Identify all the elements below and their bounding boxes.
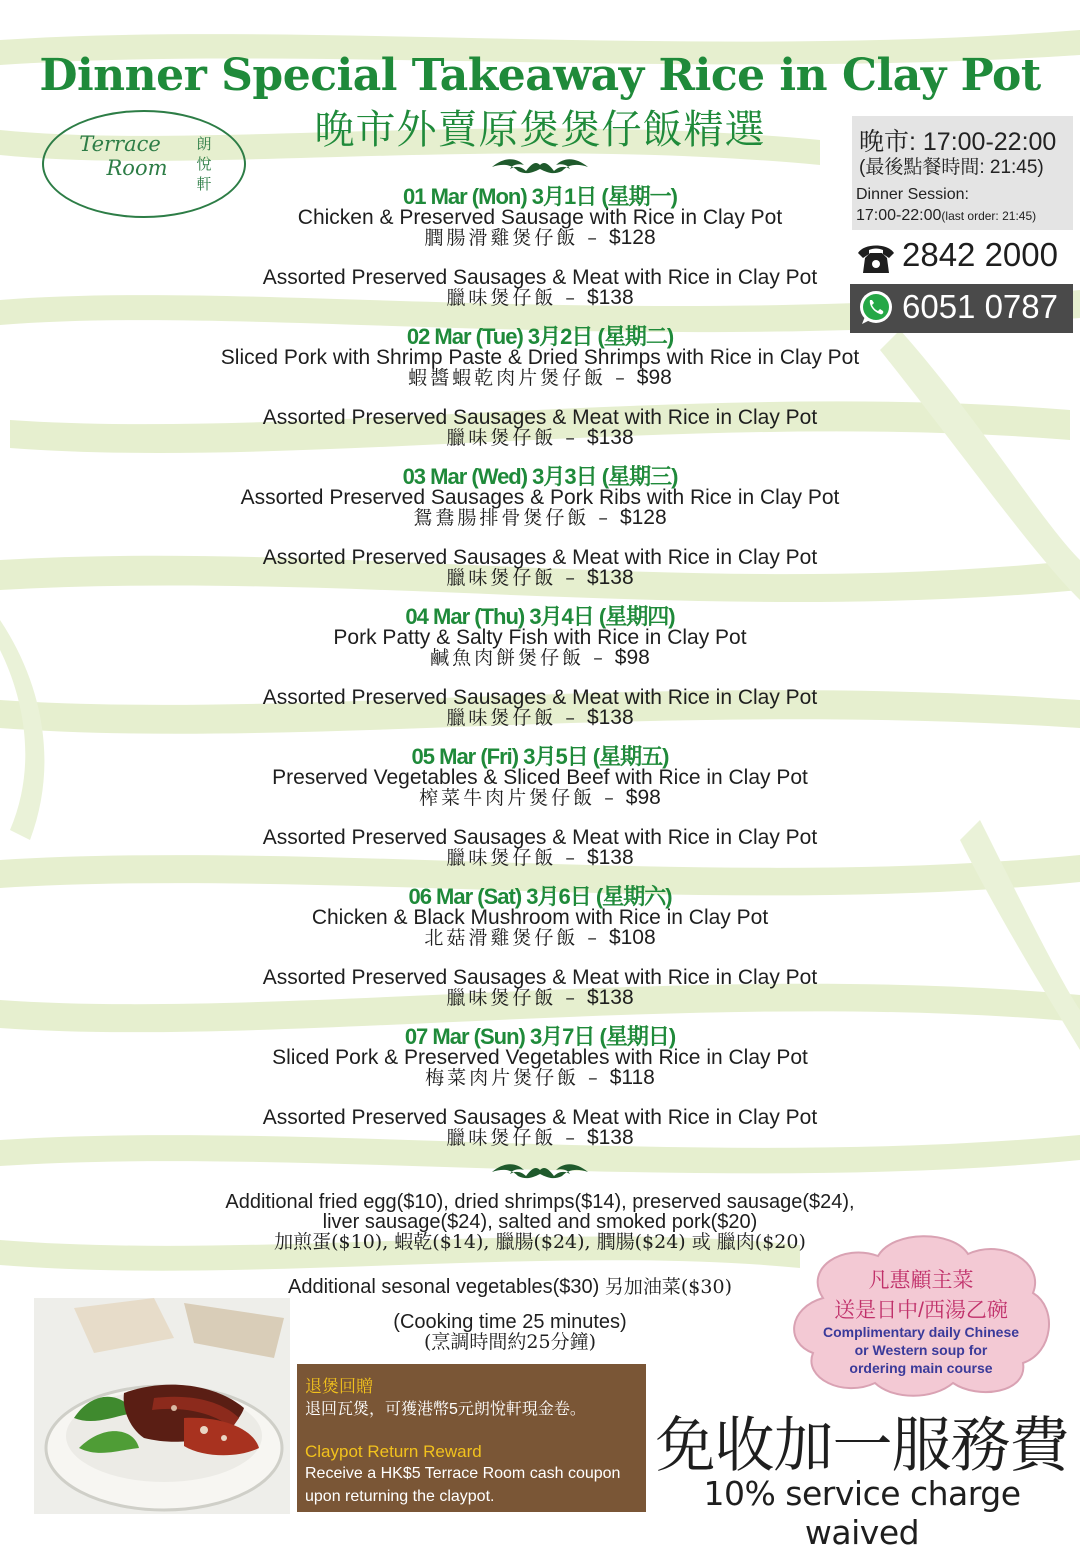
dish-spacer <box>0 808 1080 828</box>
claypot-photo <box>34 1298 290 1514</box>
menu-day <box>0 326 1080 466</box>
promo-zh-line2: 送是日中/西湯乙碗 <box>834 1299 1008 1322</box>
dish-name-zh <box>0 1128 1080 1148</box>
phone-number[interactable]: 2842 2000 <box>902 236 1058 273</box>
dish-name-zh <box>0 228 1080 248</box>
menu-day <box>0 186 1080 326</box>
dish-name-en: Sliced Pork with Shrimp Paste & Dried Shrimps with Rice in Clay Pot <box>220 346 860 369</box>
dish-name-zh <box>0 428 1080 448</box>
menu-dish <box>0 548 1080 588</box>
claypot-rice-image <box>34 1298 290 1514</box>
dish-name-zh-text: 鴛鴦腸排骨煲仔飯 – <box>413 507 611 529</box>
logo-name-line2: Room <box>106 156 168 180</box>
veg-zh: 另加油菜($30) <box>604 1276 732 1298</box>
logo-char: 朗 <box>196 135 212 153</box>
dish-name-en: Sliced Pork & Preserved Vegetables with Rice in Clay Pot <box>272 1046 808 1069</box>
dish-name-en: Chicken & Black Mushroom with Rice in Clay Pot <box>311 906 769 929</box>
dish-price: $118 <box>609 1066 655 1089</box>
dish-spacer <box>0 388 1080 408</box>
extras-zh-line: 加煎蛋($10), 蝦乾($14), 臘腸($24), 膶腸($24) 或 臘肉($20) <box>274 1231 806 1253</box>
dish-name-en: Assorted Preserved Sausages & Meat with Rice in Clay Pot <box>262 966 818 989</box>
reward-text-zh: 退回瓦煲，可獲港幣5元朗悅軒現金卷。 <box>305 1401 586 1418</box>
logo-char: 悅 <box>196 155 212 173</box>
dish-name-en: Assorted Preserved Sausages & Meat with Rice in Clay Pot <box>262 546 818 569</box>
dish-spacer <box>0 948 1080 968</box>
dish-name-zh <box>0 708 1080 728</box>
dish-name-en: Preserved Vegetables & Sliced Beef with Rice in Clay Pot <box>272 766 808 789</box>
dish-price: $128 <box>608 226 656 249</box>
dish-name-zh-text: 梅菜肉片煲仔飯 – <box>425 1067 601 1089</box>
dish-price: $138 <box>586 426 634 449</box>
dish-name-zh <box>0 288 1080 308</box>
menu-dish <box>0 688 1080 728</box>
menu-day-date: 03 Mar (Wed) 3月3日 (星期三) <box>402 464 678 489</box>
page-title-zh: 晚市外賣原煲煲仔飯精選 <box>314 107 766 153</box>
ornament-bottom <box>0 1160 1080 1185</box>
promo-en-line3: ordering main course <box>849 1360 993 1376</box>
menu-list <box>0 186 1080 1166</box>
menu-day <box>0 466 1080 606</box>
menu-dish <box>0 268 1080 308</box>
menu-day <box>0 606 1080 746</box>
page-title-en: Dinner Special Takeaway Rice in Clay Pot <box>39 50 1041 101</box>
dish-name-en: Chicken & Preserved Sausage with Rice in Clay Pot <box>297 206 783 229</box>
whatsapp-number[interactable]: 6051 0787 <box>902 288 1058 325</box>
hours-en-range: 17:00-22:00 <box>856 207 942 224</box>
logo-char: 軒 <box>196 175 212 193</box>
dish-name-zh-text: 臘味煲仔飯 – <box>446 427 578 449</box>
dish-price: $138 <box>586 286 634 309</box>
soup-promo-cloud <box>783 1228 1059 1400</box>
dish-name-zh-text: 臘味煲仔飯 – <box>446 847 578 869</box>
dish-name-zh <box>0 788 1080 808</box>
dish-name-en: Assorted Preserved Sausages & Pork Ribs with Rice in Clay Pot <box>240 486 840 509</box>
dish-name-zh-text: 臘味煲仔飯 – <box>446 1127 578 1149</box>
menu-dish <box>0 828 1080 868</box>
dish-name-zh <box>0 1068 1080 1088</box>
menu-day <box>0 886 1080 1026</box>
logo-name-line1: Terrace <box>79 132 161 156</box>
menu-dish <box>0 968 1080 1008</box>
dish-price: $128 <box>619 506 667 529</box>
reward-text-en-line2: upon returning the claypot. <box>305 1488 495 1505</box>
dish-name-zh <box>0 988 1080 1008</box>
reward-text-en-line1: Receive a HK$5 Terrace Room cash coupon <box>305 1465 621 1482</box>
menu-dish <box>0 908 1080 948</box>
menu-dish <box>0 408 1080 448</box>
cook-time-en: (Cooking time 25 minutes) <box>393 1311 627 1333</box>
dish-name-en: Assorted Preserved Sausages & Meat with Rice in Clay Pot <box>262 266 818 289</box>
dish-price: $138 <box>586 706 634 729</box>
ornament-top <box>0 155 1080 180</box>
flourish-ornament-icon <box>490 1160 590 1180</box>
dish-name-zh-text: 榨菜牛肉片煲仔飯 – <box>419 787 617 809</box>
menu-dish <box>0 628 1080 668</box>
menu-dish <box>0 1048 1080 1088</box>
hours-zh: 晚市: 17:00-22:00 <box>859 128 1057 156</box>
dish-spacer <box>0 528 1080 548</box>
dish-price: $98 <box>625 786 661 809</box>
menu-day-date: 02 Mar (Tue) 3月2日 (星期二) <box>406 324 674 349</box>
dish-price: $108 <box>608 926 656 949</box>
menu-day <box>0 1026 1080 1166</box>
hours-last-order-zh: (最後點餐時間: 21:45) <box>859 157 1044 178</box>
menu-dish <box>0 1108 1080 1148</box>
dish-name-zh <box>0 648 1080 668</box>
flourish-ornament-icon <box>490 155 590 175</box>
reward-title-zh: 退煲回贈 <box>305 1377 373 1396</box>
dish-name-zh-text: 北菇滑雞煲仔飯 – <box>424 927 600 949</box>
extras-en-line2: liver sausage($24), salted and smoked pork($20) <box>322 1211 758 1233</box>
dish-price: $98 <box>614 646 650 669</box>
dish-spacer <box>0 248 1080 268</box>
dish-name-zh <box>0 568 1080 588</box>
dish-price: $138 <box>586 1126 634 1149</box>
dish-name-zh-text: 臘味煲仔飯 – <box>446 567 578 589</box>
claypot-return-reward <box>297 1364 646 1512</box>
dish-name-zh-text: 臘味煲仔飯 – <box>446 287 578 309</box>
reward-title-en: Claypot Return Reward <box>305 1442 482 1461</box>
dish-name-zh-text: 蝦醬蝦乾肉片煲仔飯 – <box>408 367 628 389</box>
menu-day-date: 01 Mar (Mon) 3月1日 (星期一) <box>402 184 678 209</box>
menu-dish <box>0 488 1080 528</box>
dish-name-zh-text: 臘味煲仔飯 – <box>446 987 578 1009</box>
dish-spacer <box>0 668 1080 688</box>
service-charge-en: 10% service charge waived <box>703 1474 1021 1552</box>
dish-name-zh <box>0 368 1080 388</box>
hours-en-label: Dinner Session: <box>856 186 969 203</box>
dish-name-en: Assorted Preserved Sausages & Meat with Rice in Clay Pot <box>262 686 818 709</box>
dish-name-zh <box>0 508 1080 528</box>
menu-dish <box>0 348 1080 388</box>
dish-spacer <box>0 1088 1080 1108</box>
promo-en-line2: or Western soup for <box>854 1342 988 1358</box>
menu-day-date: 05 Mar (Fri) 3月5日 (星期五) <box>411 744 669 769</box>
cook-time-zh: (烹調時間約25分鐘) <box>423 1331 596 1353</box>
hours-en-last-order: (last order: 21:45) <box>941 209 1037 223</box>
extras-en-line1: Additional fried egg($10), dried shrimps($14), preserved sausage($24), <box>225 1191 855 1213</box>
dish-price: $138 <box>586 846 634 869</box>
veg-en: Additional sesonal vegetables($30) <box>288 1276 600 1298</box>
dish-name-zh <box>0 848 1080 868</box>
dish-name-zh <box>0 928 1080 948</box>
dish-name-en: Pork Patty & Salty Fish with Rice in Clay Pot <box>333 626 747 649</box>
dish-name-en: Assorted Preserved Sausages & Meat with Rice in Clay Pot <box>262 1106 818 1129</box>
dish-price: $138 <box>586 566 634 589</box>
dish-name-zh-text: 膶腸滑雞煲仔飯 – <box>424 227 600 249</box>
menu-day-date: 07 Mar (Sun) 3月7日 (星期日) <box>404 1024 676 1049</box>
menu-dish <box>0 208 1080 248</box>
dish-name-zh-text: 臘味煲仔飯 – <box>446 707 578 729</box>
menu-day-date: 04 Mar (Thu) 3月4日 (星期四) <box>405 604 675 629</box>
dish-name-en: Assorted Preserved Sausages & Meat with Rice in Clay Pot <box>262 826 818 849</box>
menu-dish <box>0 768 1080 808</box>
dish-price: $98 <box>636 366 672 389</box>
dish-name-zh-text: 鹹魚肉餅煲仔飯 – <box>430 647 606 669</box>
promo-en-line1: Complimentary daily Chinese <box>822 1324 1020 1340</box>
menu-day-date: 06 Mar (Sat) 3月6日 (星期六) <box>408 884 672 909</box>
promo-zh-line1: 凡惠顧主菜 <box>868 1269 974 1292</box>
dish-price: $138 <box>586 986 634 1009</box>
dish-name-en: Assorted Preserved Sausages & Meat with Rice in Clay Pot <box>262 406 818 429</box>
menu-day <box>0 746 1080 886</box>
service-charge-zh: 免收加一服務費 <box>655 1411 1069 1481</box>
